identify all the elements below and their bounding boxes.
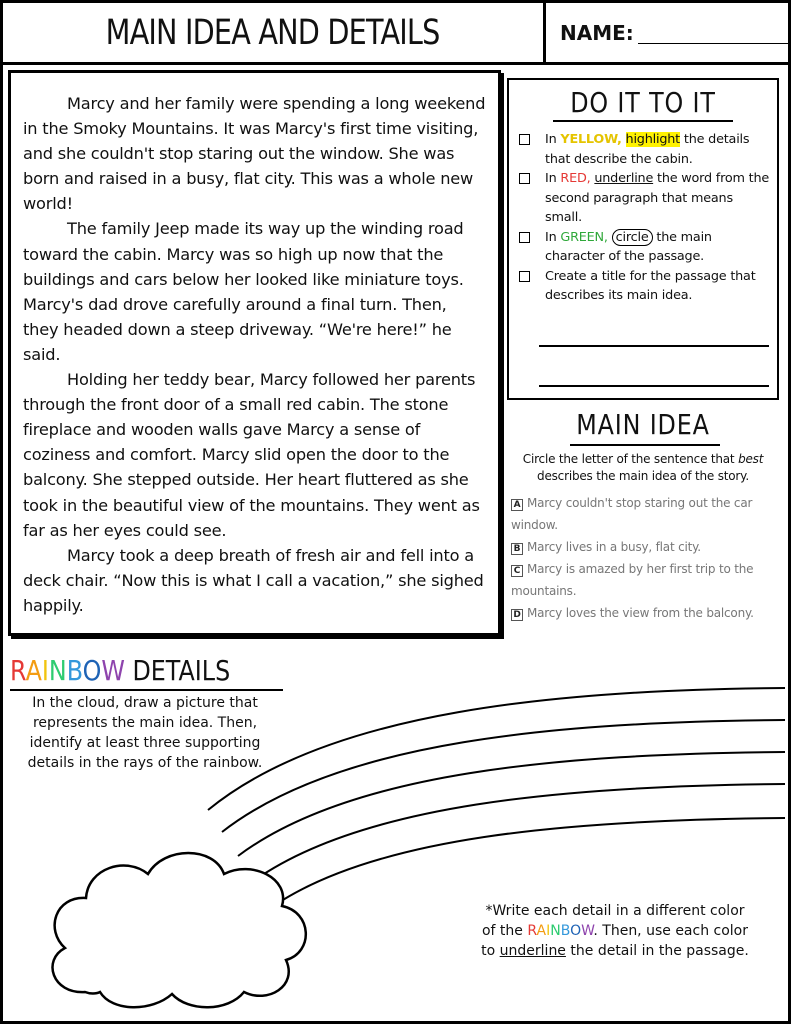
rainbow-title-rule xyxy=(10,689,283,691)
rainbow-word xyxy=(10,654,125,687)
rainbow-details-title: RAINBOW DETAILS xyxy=(10,654,231,687)
rainbow-letter: W xyxy=(581,923,594,939)
rainbow-instruction: In the cloud, draw a picture that represents the main idea. Then, identify at least three supporting details in the rays of the rainbow. xyxy=(27,695,263,771)
page-title: MAIN IDEA AND DETAILS xyxy=(106,12,440,53)
task-red: In RED, underline the word from the second paragraph that means small. xyxy=(509,169,777,228)
passage-paragraph-2: The family Jeep made its way up the winding road toward the cabin. Marcy was so high up now that the buildings and cars below her looked like miniature toys. Marcy's dad drove carefully around a final turn. Then, they headed down a steep driveway. “We're here!” he said. xyxy=(23,219,464,364)
rainbow-letter: O xyxy=(82,654,102,687)
rainbow-ray-5[interactable] xyxy=(275,818,785,905)
task-checkbox[interactable] xyxy=(519,134,530,145)
rainbow-letter: I xyxy=(546,923,551,939)
passage-paragraph-4: Marcy took a deep breath of fresh air and fell into a deck chair. “Now this is what I call a vacation,” she sighed happily. xyxy=(23,545,484,615)
rainbow-letter: N xyxy=(550,923,561,939)
choice-d[interactable]: D Marcy loves the view from the balcony. xyxy=(511,602,783,624)
note-rainbow-word xyxy=(527,923,593,939)
task-green: In GREEN, circle the main character of the passage. xyxy=(509,228,777,267)
rainbow-ray-1[interactable] xyxy=(208,688,785,810)
rainbow-letter: I xyxy=(41,654,49,687)
rainbow-ray-3[interactable] xyxy=(238,752,785,856)
name-label: NAME: xyxy=(560,20,634,45)
main-idea-title-rule xyxy=(570,444,720,446)
rainbow-note: *Write each detail in a different color of the RAINBOW. Then, use each color to underline the detail in the passage. xyxy=(481,903,749,959)
rainbow-ray-2[interactable] xyxy=(222,720,785,832)
rainbow-letter: R xyxy=(10,654,26,687)
do-it-title-rule xyxy=(553,120,733,122)
task-title: Create a title for the passage that describes its main idea. xyxy=(509,267,777,306)
choice-a[interactable]: A Marcy couldn't stop staring out the car window. xyxy=(511,496,753,532)
task-checkbox[interactable] xyxy=(519,173,530,184)
passage-paragraph-1: Marcy and her family were spending a long weekend in the Smoky Mountains. It was Marcy's first time visiting, and she couldn't stop staring out the window. She was born and raised in a busy, flat city. This was a whole new world! xyxy=(23,94,486,214)
rainbow-letter: A xyxy=(25,654,42,687)
rainbow-letter: B xyxy=(66,654,83,687)
choice-b[interactable]: B Marcy lives in a busy, flat city. xyxy=(511,536,783,558)
main-idea-choices xyxy=(511,492,783,624)
main-idea-instruction: Circle the letter of the sentence that best describes the main idea of the story. xyxy=(522,452,764,483)
main-idea-title: MAIN IDEA xyxy=(576,408,710,441)
cloud-shape[interactable] xyxy=(53,853,306,1007)
rainbow-letter: R xyxy=(527,923,537,939)
rainbow-letter: A xyxy=(536,923,547,939)
rainbow-letter: O xyxy=(570,923,582,939)
task-yellow: In YELLOW, highlight the details that describe the cabin. xyxy=(509,130,777,169)
choice-c[interactable]: C Marcy is amazed by her first trip to the mountains. xyxy=(511,562,754,598)
title-answer-line-2[interactable] xyxy=(539,385,769,387)
task-checkbox[interactable] xyxy=(519,271,530,282)
rainbow-letter: W xyxy=(101,654,125,687)
name-field[interactable] xyxy=(638,22,788,44)
name-box xyxy=(546,3,788,65)
passage-paragraph-3: Holding her teddy bear, Marcy followed her parents through the front door of a small red cabin. The stone fireplace and wooden walls gave Marcy a sense of coziness and comfort. Marcy slid open the door to the balcony. She stepped outside. Her heart fluttered as she took in the beautiful view of the mountains. They went as far as her eyes could see. xyxy=(23,370,480,540)
rainbow-letter: B xyxy=(560,923,571,939)
passage-box xyxy=(8,70,501,636)
do-it-title: DO IT TO IT xyxy=(570,86,716,119)
rainbow-letter: N xyxy=(48,654,67,687)
do-it-box xyxy=(507,78,779,400)
task-checkbox[interactable] xyxy=(519,232,530,243)
title-box xyxy=(3,3,546,65)
title-answer-line-1[interactable] xyxy=(539,345,769,347)
